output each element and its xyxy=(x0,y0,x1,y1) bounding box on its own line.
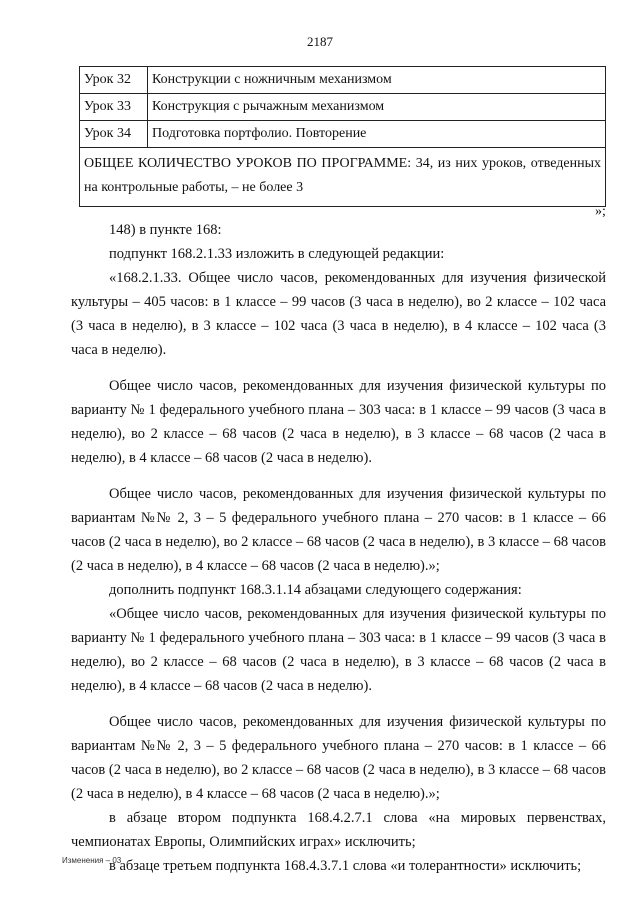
total-lessons-cell: ОБЩЕЕ КОЛИЧЕСТВО УРОКОВ ПО ПРОГРАММЕ: 34, из них уроков, отведенных на контрольные работы, – не более 3 xyxy=(80,148,606,207)
paragraph-168-2-1-33: «168.2.1.33. Общее число часов, рекомендованных для изучения физической культуры – 405 часов: в 1 классе – 99 часов (3 часа в неделю), во 2 классе – 102 часа (3 часа в неделю), в 3 классе – 102 часа (3 часа в неделю), в 4 классе – 102 часа (3 часа в неделю). xyxy=(71,270,606,358)
lesson-number: Урок 34 xyxy=(80,121,148,148)
table-row-total xyxy=(80,148,606,207)
paragraph-168-4-2-7-1: в абзаце втором подпункта 168.4.2.7.1 слова «на мировых первенствах, чемпионатах Европы, Олимпийских играх» исключить; xyxy=(71,810,606,850)
paragraph-new-variant-1: «Общее число часов, рекомендованных для изучения физической культуры по варианту № 1 федерального учебного плана – 303 часа: в 1 классе – 99 часов (3 часа в неделю), во 2 классе – 68 часов (2 часа в неделю), в 3 классе – 68 часов (2 часа в неделю), в 4 классе – 68 часов (2 часа в неделю). xyxy=(71,606,606,694)
paragraph-new-variants-2-5: Общее число часов, рекомендованных для изучения физической культуры по вариантам №№ 2, 3 – 5 федерального учебного плана – 270 часов: в 1 классе – 66 часов (2 часа в неделю), во 2 классе – 68 часов (2 часа в неделю), в 3 классе – 68 часов (2 часа в неделю), в 4 классе – 68 часов (2 часа в неделю).»; xyxy=(71,714,606,802)
paragraph-subpoint-intro: подпункт 168.2.1.33 изложить в следующей редакции: xyxy=(109,246,445,262)
footer-note: Изменения – 03 xyxy=(62,856,122,865)
paragraph-variants-2-5: Общее число часов, рекомендованных для изучения физической культуры по вариантам №№ 2, 3 – 5 федерального учебного плана – 270 часов: в 1 классе – 66 часов (2 часа в неделю), во 2 классе – 68 часов (2 часа в неделю), в 3 классе – 68 часов (2 часа в неделю), в 4 классе – 68 часов (2 часа в неделю).»; xyxy=(71,486,606,574)
table-row xyxy=(80,67,606,94)
table-row xyxy=(80,94,606,121)
paragraph-item-148: 148) в пункте 168: xyxy=(109,222,222,238)
lesson-title: Конструкции с ножничным механизмом xyxy=(148,67,606,94)
paragraph-variant-1: Общее число часов, рекомендованных для изучения физической культуры по варианту № 1 федерального учебного плана – 303 часа: в 1 классе – 99 часов (3 часа в неделю), во 2 классе – 68 часов (2 часа в неделю), в 3 классе – 68 часов (2 часа в неделю), в 4 классе – 68 часов (2 часа в неделю). xyxy=(71,378,606,466)
table-row xyxy=(80,121,606,148)
paragraph-supplement-intro: дополнить подпункт 168.3.1.14 абзацами следующего содержания: xyxy=(109,582,522,598)
document-body xyxy=(71,218,606,878)
lesson-table xyxy=(79,66,606,207)
lesson-number: Урок 33 xyxy=(80,94,148,121)
lesson-number: Урок 32 xyxy=(80,67,148,94)
page-number: 2187 xyxy=(307,34,333,49)
lesson-title: Конструкция с рычажным механизмом xyxy=(148,94,606,121)
closing-quote: »; xyxy=(595,204,606,219)
lesson-title: Подготовка портфолио. Повторение xyxy=(148,121,606,148)
paragraph-168-4-3-7-1: в абзаце третьем подпункта 168.4.3.7.1 слова «и толерантности» исключить; xyxy=(109,858,582,874)
